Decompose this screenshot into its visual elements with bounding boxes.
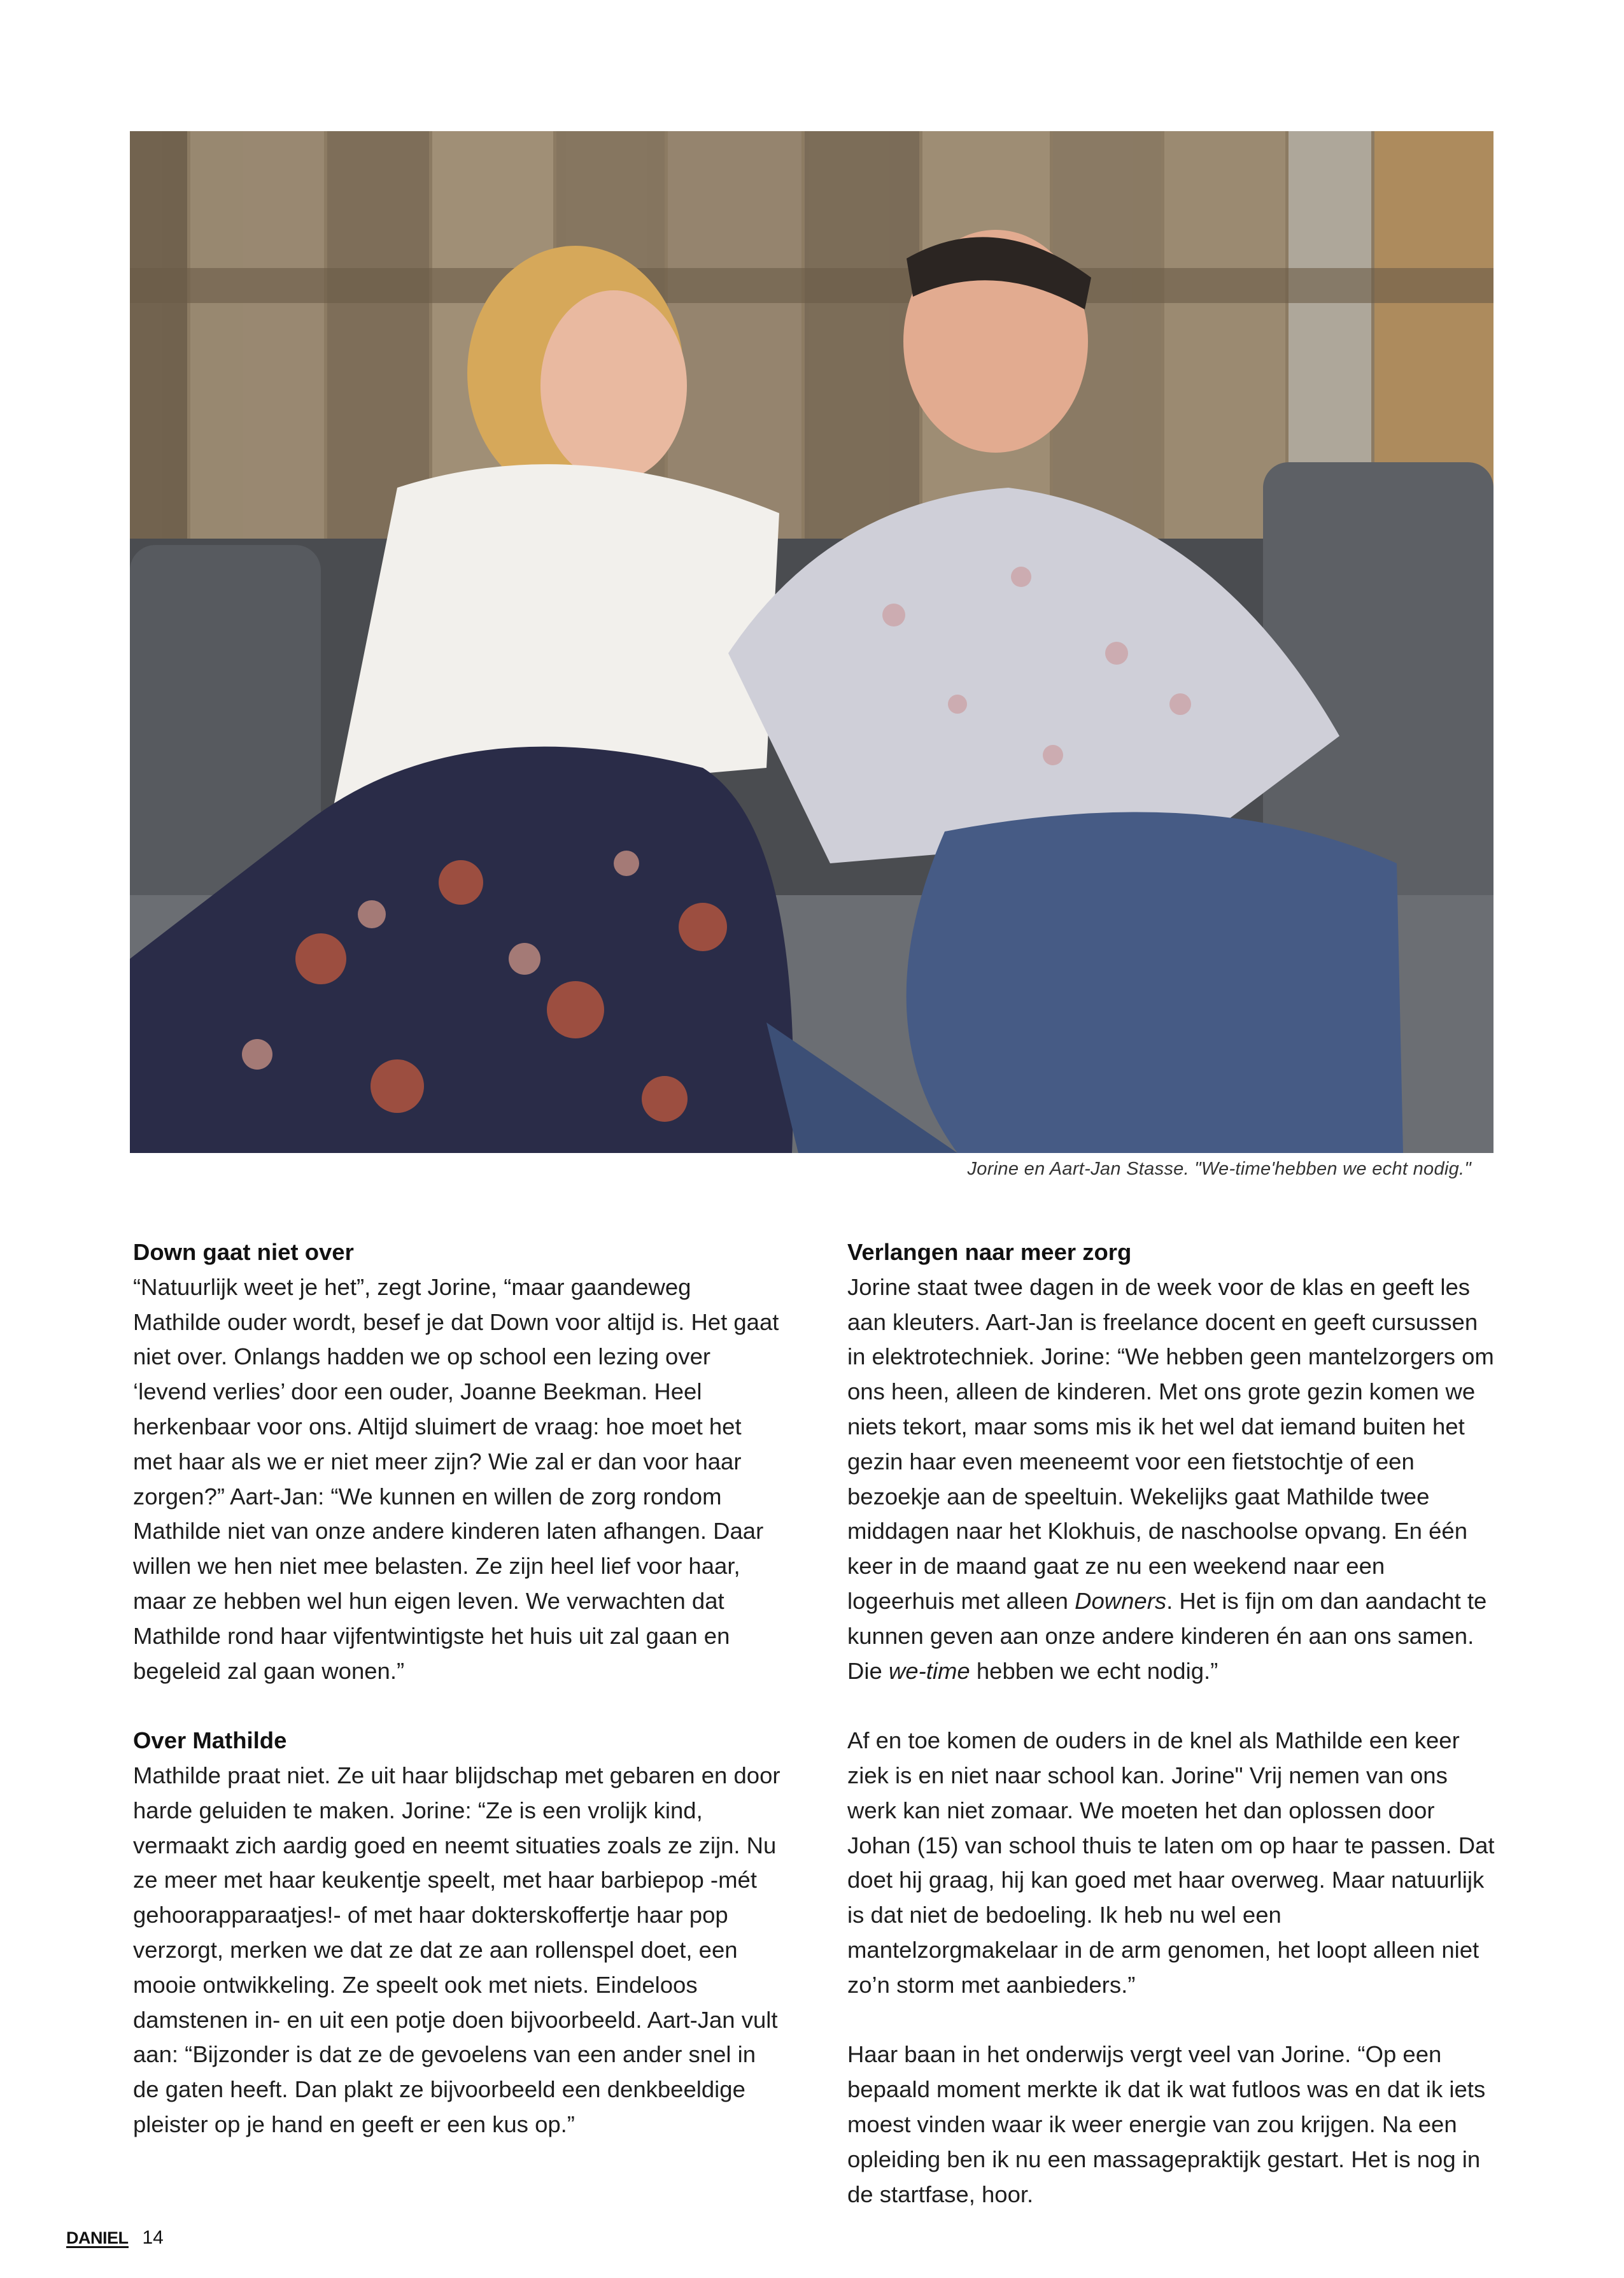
section-heading-down-gaat-niet-over: Down gaat niet over: [133, 1239, 354, 1265]
body-paragraph: Jorine staat twee dagen in de week voor de klas en geeft les aan kleuters. Aart-Jan is freelance docent en geeft cursussen in elektrotechniek. Jorine: “We hebben geen mantelzorgers om ons heen, alleen de kinderen. Met ons grote gezin komen we niets tekort, maar soms mis ik het wel dat iemand buiten het gezin haar even meeneemt voor een fietstochtje of een bezoekje aan de speeltuin. Wekelijks gaat Mathilde twee middagen naar het Klokhuis, de naschoolse opvang. En één keer in de maand gaat ze nu een weekend naar een logeerhuis met alleen Downers. Het is fijn om dan aandacht te kunnen geven aan onze andere kinderen én aan ons samen. Die we-time hebben we echt nodig.”: [847, 1273, 1494, 1684]
section-heading-verlangen-naar-meer-zorg: Verlangen naar meer zorg: [847, 1239, 1132, 1265]
emphasis-text: we-time: [888, 1657, 970, 1684]
emphasis-text: Downers: [1075, 1587, 1167, 1614]
page-number: 14: [142, 2227, 164, 2248]
magazine-logo: DANIEL: [66, 2228, 129, 2247]
left-column: [133, 1235, 782, 2142]
couple-photo: [130, 131, 1493, 1153]
section-heading-over-mathilde: Over Mathilde: [133, 1727, 287, 1754]
body-paragraph: Mathilde praat niet. Ze uit haar blijdschap met gebaren en door harde geluiden te maken. Jorine: “Ze is een vrolijk kind, vermaakt zich aardig goed en neemt situaties zoals ze zijn. Nu ze meer met haar keukentje speelt, met haar barbiepop -mét gehoorapparaatjes!- of met haar dokterskoffertje haar pop verzorgt, merken we dat ze dat ze aan rollenspel doet, een mooie ontwikkeling. Ze speelt ook met niets. Eindeloos damstenen in- en uit een potje doen bijvoorbeeld. Aart-Jan vult aan: “Bijzonder is dat ze de gevoelens van een ander snel in de gaten heeft. Dan plakt ze bijvoorbeeld een denkbeeldige pleister op je hand en geeft er een kus op.”: [133, 1762, 780, 2137]
body-paragraph: “Natuurlijk weet je het”, zegt Jorine, “maar gaandeweg Mathilde ouder wordt, besef je dat Down voor altijd is. Het gaat niet over. Onlangs hadden we op school een lezing over ‘levend verlies’ door een ouder, Joanne Beekman. Heel herkenbaar voor ons. Altijd sluimert de vraag: hoe moet het met haar als we er niet meer zijn? Wie zal er dan voor haar zorgen?” Aart-Jan: “We kunnen en willen de zorg rondom Mathilde niet van onze andere kinderen laten afhangen. Daar willen we hen niet mee belasten. Ze zijn heel lief voor haar, maar ze hebben wel hun eigen leven. We verwachten dat Mathilde rond haar vijfentwintigste het huis uit zal gaan en begeleid zal gaan wonen.”: [133, 1273, 779, 1684]
body-paragraph: Haar baan in het onderwijs vergt veel van Jorine. “Op een bepaald moment merkte ik dat ik wat futloos was en dat ik iets moest vinden waar ik weer energie van zou krijgen. Na een opleiding ben ik nu een massagepraktijk gestart. Het is nog in de startfase, hoor.: [847, 2041, 1486, 2207]
page-footer: [66, 2227, 164, 2249]
body-paragraph: Af en toe komen de ouders in de knel als Mathilde een keer ziek is en niet naar school kan. Jorine" Vrij nemen van ons werk kan niet zomaar. We moeten het dan oplossen door Johan (15) van school thuis te laten om op haar te passen. Dat doet hij graag, hij kan goed met haar overweg. Maar natuurlijk is dat niet de bedoeling. Ik heb nu wel een mantelzorgmakelaar in de arm genomen, het loopt alleen niet zo’n storm met aanbieders.”: [847, 1727, 1495, 1998]
photo-illustration: [130, 131, 1493, 1153]
photo-caption: Jorine en Aart-Jan Stasse. "We-time'hebben we echt nodig.": [967, 1159, 1471, 1179]
right-column: [847, 1235, 1497, 2212]
